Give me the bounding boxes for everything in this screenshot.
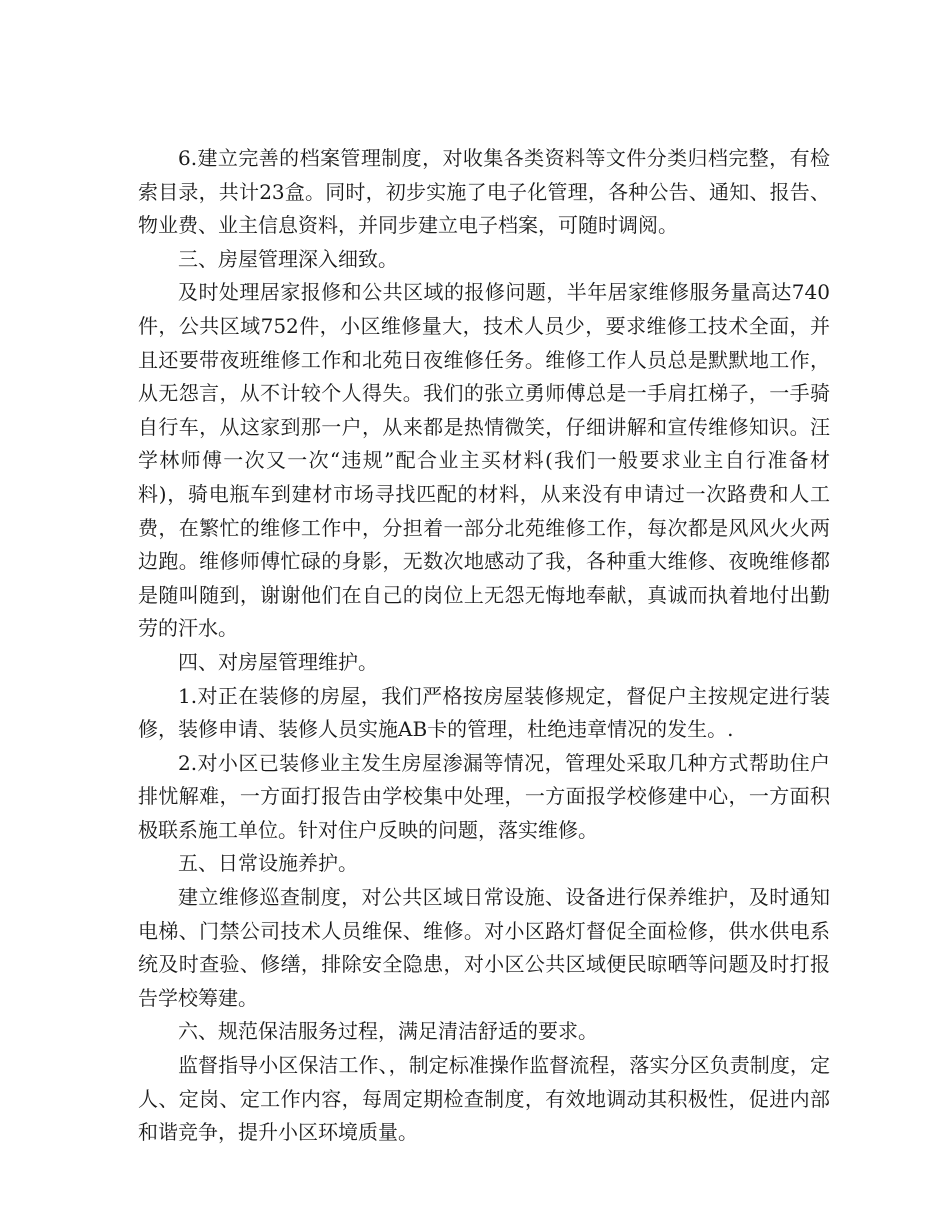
heading-housing-management: 三、房屋管理深入细致。 [178,246,398,271]
heading-facility-upkeep: 五、日常设施养护。 [178,851,358,876]
paragraph-repair-services: 及时处理居家报修和公共区域的报修问题，半年居家维修服务量高达740件，公共区域752件，小区维修量大，技术人员少，要求维修工技术全面，并且还要带夜班维修工作和北苑日夜维修任务。维修工作人员总是默默地工作，从无怨言，从不计较个人得失。我们的张立勇师傅总是一手肩扛梯子，一手骑自行车，从这家到那一户，从来都是热情微笑，仔细讲解和宣传维修知识。汪学林师傅一次又一次“违规”配合业主买材料(我们一般要求业主自行准备材料)，骑电瓶车到建材市场寻找匹配的材料，从来没有申请过一次路费和人工费，在繁忙的维修工作中，分担着一部分北苑维修工作，每次都是风风火火两边跑。维修师傅忙碌的身影，无数次地感动了我，各种重大维修、夜晚维修都是随叫随到，谢谢他们在自己的岗位上无怨无悔地奉献，真诚而执着地付出勤劳的汗水。 [138,280,830,641]
paragraph-inspection-system: 建立维修巡查制度，对公共区域日常设施、设备进行保养维护，及时通知电梯、门禁公司技术人员维保、维修。对小区路灯督促全面检修，供水供电系统及时查验、修缮，排除安全隐患，对小区公共区域便民晾晒等问题及时打报告学校筹建。 [138,885,830,1010]
heading-cleaning-service: 六、规范保洁服务过程，满足清洁舒适的要求。 [178,1019,598,1044]
paragraph-cleaning-supervision: 监督指导小区保洁工作、，制定标准操作监督流程，落实分区负责制度，定人、定岗、定工作内容，每周定期检查制度，有效地调动其积极性，促进内部和谐竞争，提升小区环境质量。 [138,1053,830,1145]
paragraph-leakage-handling: 2.对小区已装修业主发生房屋渗漏等情况，管理处采取几种方式帮助住户排忧解难，一方面打报告由学校集中处理，一方面报学校修建中心，一方面积极联系施工单位。针对住户反映的问题，落实维修。 [138,750,830,842]
paragraph-archive-management: 6.建立完善的档案管理制度，对收集各类资料等文件分类归档完整，有检索目录，共计23盒。同时，初步实施了电子化管理，各种公告、通知、报告、物业费、业主信息资料，并同步建立电子档案，可随时调阅。 [138,146,830,238]
paragraph-renovation-control: 1.对正在装修的房屋，我们严格按房屋装修规定，督促户主按规定进行装修，装修申请、装修人员实施AB卡的管理，杜绝违章情况的发生。. [138,683,830,742]
document-body [138,142,830,1150]
heading-housing-maintenance: 四、对房屋管理维护。 [178,649,378,674]
